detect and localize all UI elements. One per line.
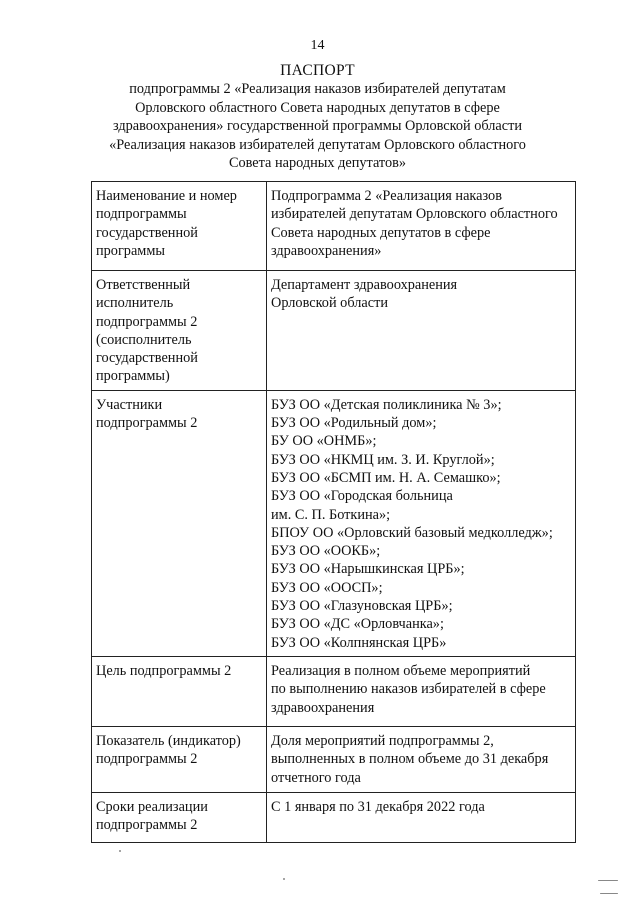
value-line: выполненных в полном объеме до 31 декабря	[271, 751, 549, 768]
value-line: здравоохранения	[271, 699, 375, 716]
subtitle-line: Совета народных депутатов»	[228, 155, 407, 172]
row-value	[267, 182, 576, 271]
participant-line: БУЗ ОО «Глазуновская ЦРБ»;	[271, 598, 453, 615]
value-line: Департамент здравоохранения	[271, 277, 458, 293]
label-line: подпрограммы 2	[96, 313, 198, 330]
subtitle-line: Орловского областного Совета народных депутатов в сфере	[135, 99, 500, 116]
row-value	[267, 390, 576, 656]
label-line: подпрограммы	[96, 206, 187, 223]
scan-speck	[600, 893, 618, 894]
participant-line: БУЗ ОО «ООКБ»;	[271, 543, 381, 560]
scan-speck	[598, 880, 618, 881]
table-row-participants	[92, 390, 576, 656]
value-line: Доля мероприятий подпрограммы 2,	[271, 732, 494, 749]
label-line: Сроки реализации	[96, 798, 208, 815]
scan-speck	[283, 878, 285, 880]
row-label	[92, 390, 267, 656]
label-line: исполнитель	[96, 295, 174, 312]
value-line: избирателей депутатам Орловского областного	[271, 206, 558, 223]
value-line: Подпрограмма 2 «Реализация наказов	[271, 188, 502, 204]
scan-speck	[119, 850, 121, 852]
label-line: подпрограммы 2	[96, 751, 198, 768]
subtitle	[60, 80, 575, 173]
participant-line: БУЗ ОО «Колпнянская ЦРБ»	[271, 634, 447, 651]
label-line: Цель подпрограммы 2	[96, 662, 232, 679]
value-line: С 1 января по 31 декабря 2022 года	[271, 798, 485, 815]
label-line: государственной	[96, 224, 198, 241]
label-line: Показатель (индикатор)	[96, 732, 241, 749]
participant-line: БУ ОО «ОНМБ»;	[271, 433, 377, 450]
row-value	[267, 792, 576, 842]
row-value	[267, 726, 576, 792]
row-label	[92, 726, 267, 792]
page-number: 14	[310, 38, 325, 53]
value-line: Совета народных депутатов в сфере	[271, 224, 491, 241]
value-line: отчетного года	[271, 769, 361, 786]
participant-line: БУЗ ОО «Нарышкинская ЦРБ»;	[271, 561, 465, 578]
row-value	[267, 656, 576, 726]
value-line: здравоохранения»	[271, 242, 382, 259]
participant-line: БУЗ ОО «БСМП им. Н. А. Семашко»;	[271, 469, 501, 486]
label-line: государственной	[96, 350, 198, 367]
passport-table	[91, 181, 576, 843]
participant-line: БУЗ ОО «ДС «Орловчанка»;	[271, 616, 444, 633]
participant-line: БУЗ ОО «НКМЦ им. З. И. Круглой»;	[271, 451, 495, 468]
table-row-goal	[92, 656, 576, 726]
table-row-name	[92, 182, 576, 271]
value-line: по выполнению наказов избирателей в сфере	[271, 681, 546, 698]
row-label	[92, 656, 267, 726]
label-line: Наименование и номер	[96, 188, 237, 204]
table-row-timeline	[92, 792, 576, 842]
subtitle-line: «Реализация наказов избирателей депутатам Орловского областного	[109, 136, 526, 153]
table-row-indicator	[92, 726, 576, 792]
label-line: подпрограммы 2	[96, 415, 198, 432]
page-title: ПАСПОРТ	[280, 62, 355, 79]
subtitle-line: подпрограммы 2 «Реализация наказов избирателей депутатам	[129, 81, 506, 97]
label-line: (соисполнитель	[96, 331, 192, 348]
participant-line: БУЗ ОО «Детская поликлиника № 3»;	[271, 396, 502, 413]
row-label	[92, 271, 267, 391]
participant-line: БУЗ ОО «ООСП»;	[271, 579, 383, 596]
value-line: Орловской области	[271, 295, 388, 312]
participant-line: БУЗ ОО «Городская больница	[271, 488, 453, 505]
label-line: программы	[96, 242, 166, 259]
label-line: Ответственный	[96, 277, 191, 293]
subtitle-line: здравоохранения» государственной программы Орловской области	[112, 118, 522, 135]
label-line: подпрограммы 2	[96, 817, 198, 834]
row-label	[92, 792, 267, 842]
label-line: программы)	[96, 368, 170, 385]
table-row-responsible	[92, 271, 576, 391]
participant-line: им. С. П. Боткина»;	[271, 506, 391, 523]
participant-line: БПОУ ОО «Орловский базовый медколледж»;	[271, 524, 553, 541]
row-value	[267, 271, 576, 391]
label-line: Участники	[96, 396, 163, 413]
row-label	[92, 182, 267, 271]
participant-line: БУЗ ОО «Родильный дом»;	[271, 415, 437, 432]
value-line: Реализация в полном объеме мероприятий	[271, 662, 531, 679]
